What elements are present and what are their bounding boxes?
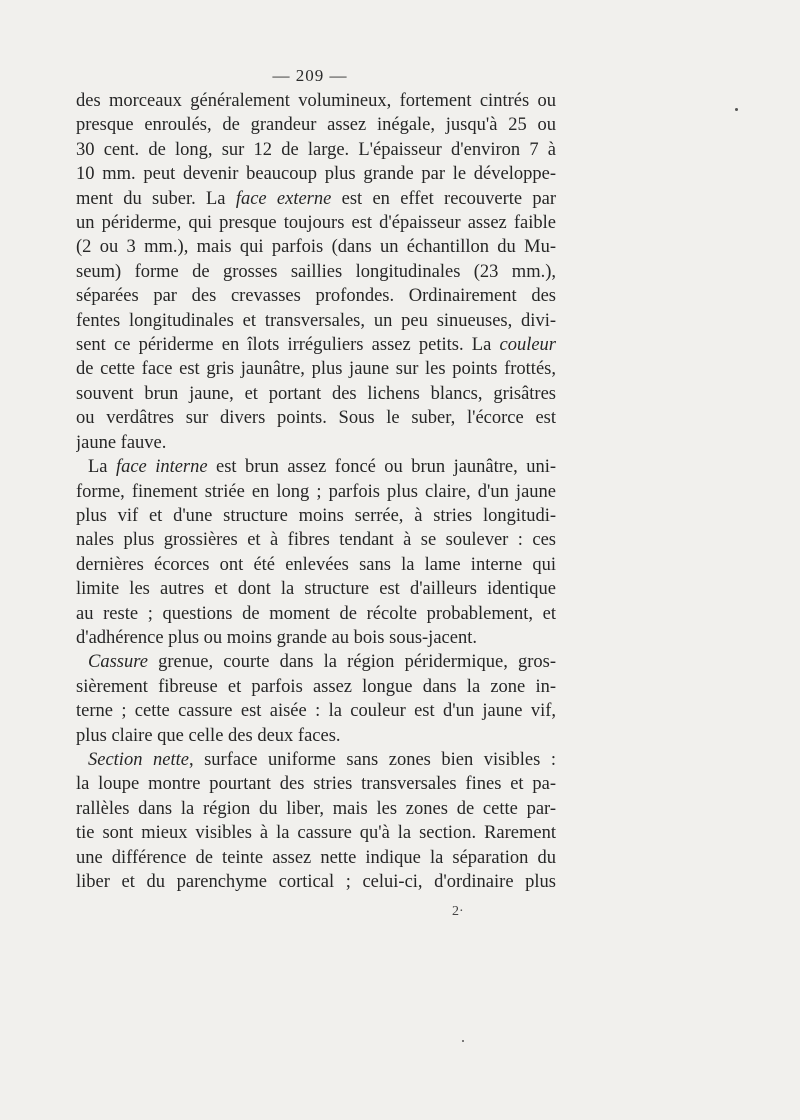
text-line: presque enroulés, de grandeur assez inégale, jusqu'à 25 ou [76,115,556,136]
text-line: 30 cent. de long, sur 12 de large. L'épaisseur d'environ 7 à [76,139,556,160]
text-line: souvent brun jaune, et portant des lichens blancs, grisâtres [76,383,556,404]
text-line: une différence de teinte assez nette indique la séparation du [76,847,556,868]
text-line: d'adhérence plus ou moins grande au bois sous-jacent. [76,627,477,648]
text-line: la loupe montre pourtant des stries transversales fines et pa- [76,774,556,795]
text-run: sent ce périderme en îlots irréguliers assez petits. La [76,335,500,356]
italic-term: face externe [235,188,332,209]
text-run: ment du suber. La [76,188,236,209]
text-line: ou verdâtres sur divers points. Sous le suber, l'écorce est [76,408,556,429]
text-line: (2 ou 3 mm.), mais qui parfois (dans un échantillon du Mu- [76,237,556,258]
paper-speck [462,1040,464,1042]
text-line: 10 mm. peut devenir beaucoup plus grande par le développe- [76,164,556,185]
text-line: au reste ; questions de moment de récolte probablement, et [76,603,556,624]
italic-term: Section nette [88,749,189,770]
text-line: seum) forme de grosses saillies longitudinales (23 mm.), [76,261,556,282]
text-line: des morceaux généralement volumineux, fortement cintrés ou [76,91,556,111]
text-line: un périderme, qui presque toujours est d'épaisseur assez faible [76,213,556,234]
text-line: dernières écorces ont été enlevées sans la lame interne qui [76,554,556,575]
text-line [76,333,556,357]
signature-mark: 2· [452,904,464,919]
italic-term: Cassure [88,652,148,673]
text-line: jaune fauve. [76,432,167,453]
text-line [76,455,556,479]
text-line: plus vif et d'une structure moins serrée, à stries longitudi- [76,505,556,526]
text-line: limite les autres et dont la structure est d'ailleurs identique [76,579,556,600]
text-line [76,187,556,211]
text-run: La [88,457,116,478]
text-line: séparées par des crevasses profondes. Ordinairement des [76,286,556,307]
text-line: terne ; cette cassure est aisée : la couleur est d'un jaune vif, [76,701,556,722]
page-number: — 209 — [272,66,348,85]
text-run: , surface uniforme sans zones bien visibles : [188,749,556,770]
text-line: liber et du parenchyme cortical ; celui-ci, d'ordinaire plus [76,872,556,892]
text-run: grenue, courte dans la région péridermique, gros- [147,652,556,673]
text-line [76,650,556,674]
text-line [76,748,556,772]
text-line: forme, finement striée en long ; parfois plus claire, d'un jaune [76,481,556,502]
italic-term: face interne [115,457,208,478]
text-run: est en effet recouverte par [331,188,556,209]
text-line: sièrement fibreuse et parfois assez longue dans la zone in- [76,676,556,697]
text-run: est brun assez foncé ou brun jaunâtre, uni- [207,457,556,478]
body-text [76,89,556,894]
text-line: tie sont mieux visibles à la cassure qu'à la section. Rarement [76,823,556,844]
text-line: de cette face est gris jaunâtre, plus jaune sur les points frottés, [76,359,556,380]
italic-term: couleur [499,335,556,356]
text-line: plus claire que celle des deux faces. [76,725,341,746]
text-line: fentes longitudinales et transversales, un peu sinueuses, divi- [76,310,556,331]
paper-speck [735,108,738,111]
text-line: rallèles dans la région du liber, mais les zones de cette par- [76,798,556,819]
text-line: nales plus grossières et à fibres tendant à se soulever : ces [76,530,556,551]
